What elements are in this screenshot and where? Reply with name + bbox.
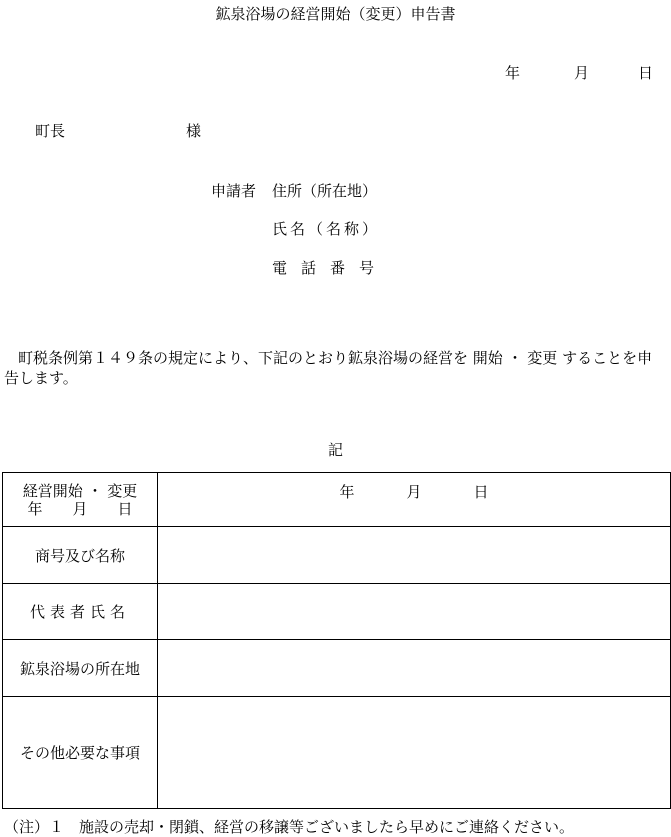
representative-name-label: 代表者氏名 — [3, 584, 158, 640]
applicant-address-label: 住所（所在地） — [272, 182, 378, 200]
applicant-name-label: 氏名（名称） — [272, 220, 381, 238]
date-value-group — [158, 481, 670, 502]
start-change-label: 経営開始 ・ 変更 — [22, 481, 138, 500]
bath-location-field[interactable] — [158, 640, 671, 697]
start-change-date-field[interactable] — [158, 473, 671, 527]
table-row — [3, 473, 671, 527]
addressee: 町長 — [35, 122, 66, 140]
date-month-unit: 月 — [406, 483, 422, 501]
trade-name-label: 商号及び名称 — [3, 527, 158, 584]
honorific: 様 — [186, 122, 202, 140]
document-title: 鉱泉浴場の経営開始（変更）申告書 — [215, 5, 456, 23]
table-row — [3, 527, 671, 584]
other-matters-field[interactable] — [158, 697, 671, 809]
date-day-label: 日 — [638, 64, 654, 82]
trade-name-field[interactable] — [158, 527, 671, 584]
date-day-unit: 日 — [473, 483, 489, 501]
table-row — [3, 640, 671, 697]
applicant-phone-label: 電話番号 — [272, 259, 389, 277]
table-row — [3, 697, 671, 809]
date-year-label: 年 — [505, 64, 521, 82]
date-month-label: 月 — [574, 64, 590, 82]
date-year-unit: 年 — [339, 483, 355, 501]
applicant-label: 申請者 — [211, 182, 257, 200]
start-change-date-units: 年 月 日 — [27, 499, 133, 518]
representative-name-field[interactable] — [158, 584, 671, 640]
declaration-table — [2, 472, 671, 809]
table-row — [3, 584, 671, 640]
ki-heading: 記 — [327, 441, 343, 459]
start-change-date-label — [3, 473, 158, 527]
bath-location-label: 鉱泉浴場の所在地 — [3, 640, 158, 697]
declaration-text: 町税条例第１４９条の規定により、下記のとおり鉱泉浴場の経営を 開始 ・ 変更 することを申告します。 — [4, 349, 653, 387]
footnote: （注）１ 施設の売却・閉鎖、経営の移譲等ございましたら早めにご連絡ください。 — [4, 818, 575, 836]
other-matters-label: その他必要な事項 — [3, 697, 158, 809]
